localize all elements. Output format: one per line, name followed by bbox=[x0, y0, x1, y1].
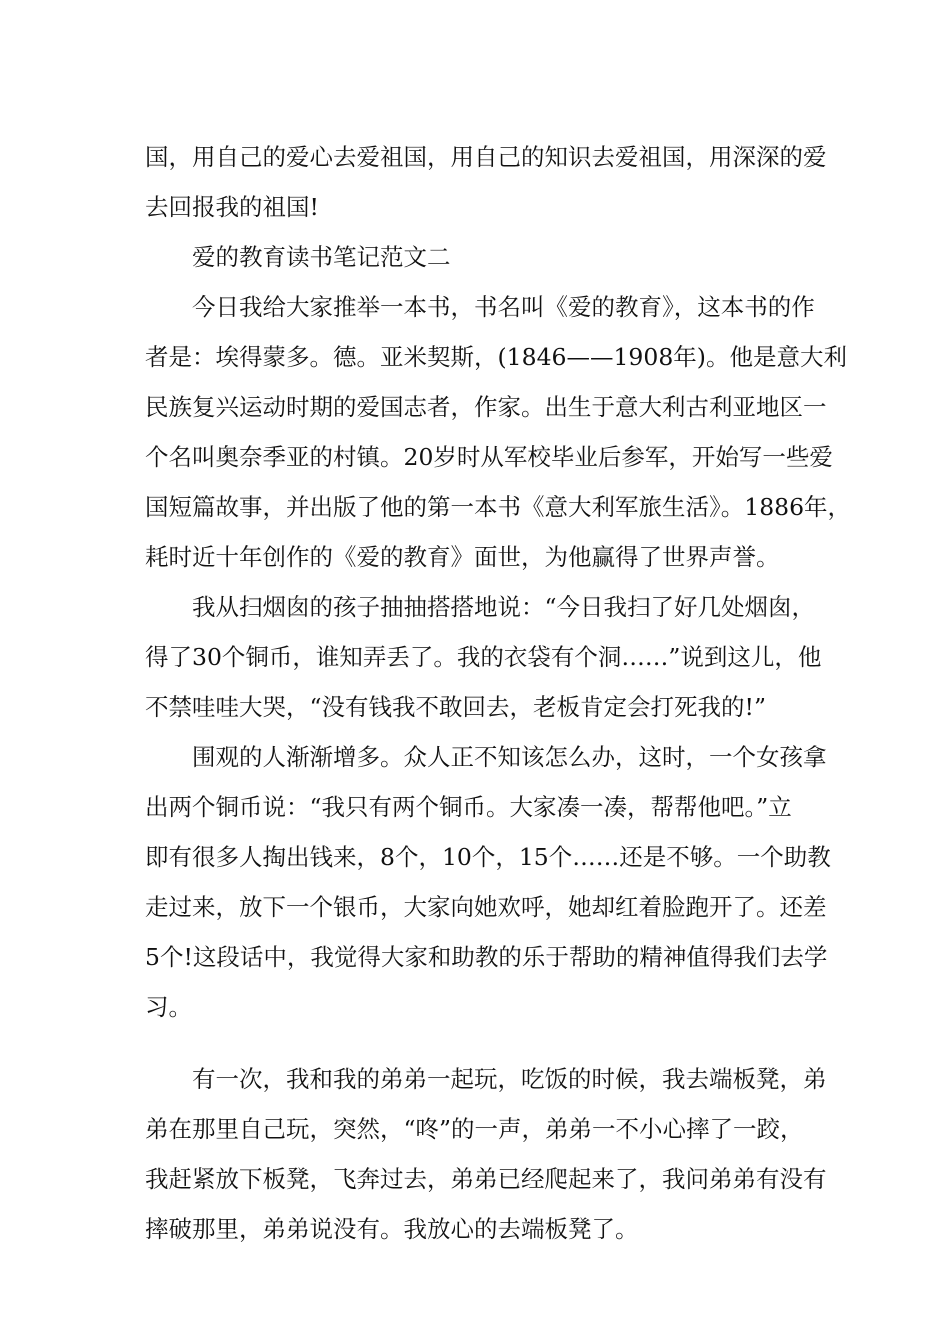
section-heading: 爱的教育读书笔记范文二 bbox=[145, 243, 451, 271]
text-line: 弟在那里自己玩，突然，“咚”的一声，弟弟一不小心摔了一跤， bbox=[145, 1115, 804, 1143]
document-body bbox=[145, 132, 852, 1254]
text-line: 围观的人渐渐增多。众人正不知该怎么办，这时，一个女孩拿 bbox=[145, 743, 827, 771]
text-line: 走过来，放下一个银币，大家向她欢呼，她却红着脸跑开了。还差 bbox=[145, 893, 827, 921]
text-line: 有一次，我和我的弟弟一起玩，吃饭的时候，我去端板凳，弟 bbox=[145, 1065, 827, 1093]
text-line: 即有很多人掏出钱来，8个，10个，15个……还是不够。一个助教 bbox=[145, 843, 831, 871]
text-line: 我赶紧放下板凳，飞奔过去，弟弟已经爬起来了，我问弟弟有没有 bbox=[145, 1165, 827, 1193]
text-line: 习。 bbox=[145, 993, 192, 1021]
text-line: 个名叫奥奈季亚的村镇。20岁时从军校毕业后参军，开始写一些爱 bbox=[145, 443, 833, 471]
text-line: 去回报我的祖国! bbox=[145, 193, 319, 221]
text-line: 出两个铜币说：“我只有两个铜币。大家凑一凑，帮帮他吧。”立 bbox=[145, 793, 792, 821]
paragraph-spacer bbox=[145, 1032, 830, 1054]
text-line: 不禁哇哇大哭，“没有钱我不敢回去，老板肯定会打死我的!” bbox=[145, 693, 766, 721]
text-line: 今日我给大家推举一本书，书名叫《爱的教育》，这本书的作 bbox=[145, 293, 815, 321]
text-line: 得了30个铜币，谁知弄丢了。我的衣袋有个洞……”说到这儿，他 bbox=[145, 643, 822, 671]
text-line: 5个!这段话中，我觉得大家和助教的乐于帮助的精神值得我们去学 bbox=[145, 943, 828, 971]
text-line: 摔破那里，弟弟说没有。我放心的去端板凳了。 bbox=[145, 1215, 639, 1243]
text-line: 民族复兴运动时期的爱国志者，作家。出生于意大利古利亚地区一 bbox=[145, 393, 827, 421]
text-line: 耗时近十年创作的《爱的教育》面世，为他赢得了世界声誉。 bbox=[145, 543, 780, 571]
text-line: 者是：埃得蒙多。德。亚米契斯，(1846——1908年)。他是意大利 bbox=[145, 343, 847, 371]
text-line: 国，用自己的爱心去爱祖国，用自己的知识去爱祖国，用深深的爱 bbox=[145, 143, 827, 171]
text-line: 我从扫烟囱的孩子抽抽搭搭地说：“今日我扫了好几处烟囱， bbox=[145, 593, 816, 621]
text-line: 国短篇故事，并出版了他的第一本书《意大利军旅生活》。1886年， bbox=[145, 493, 852, 521]
